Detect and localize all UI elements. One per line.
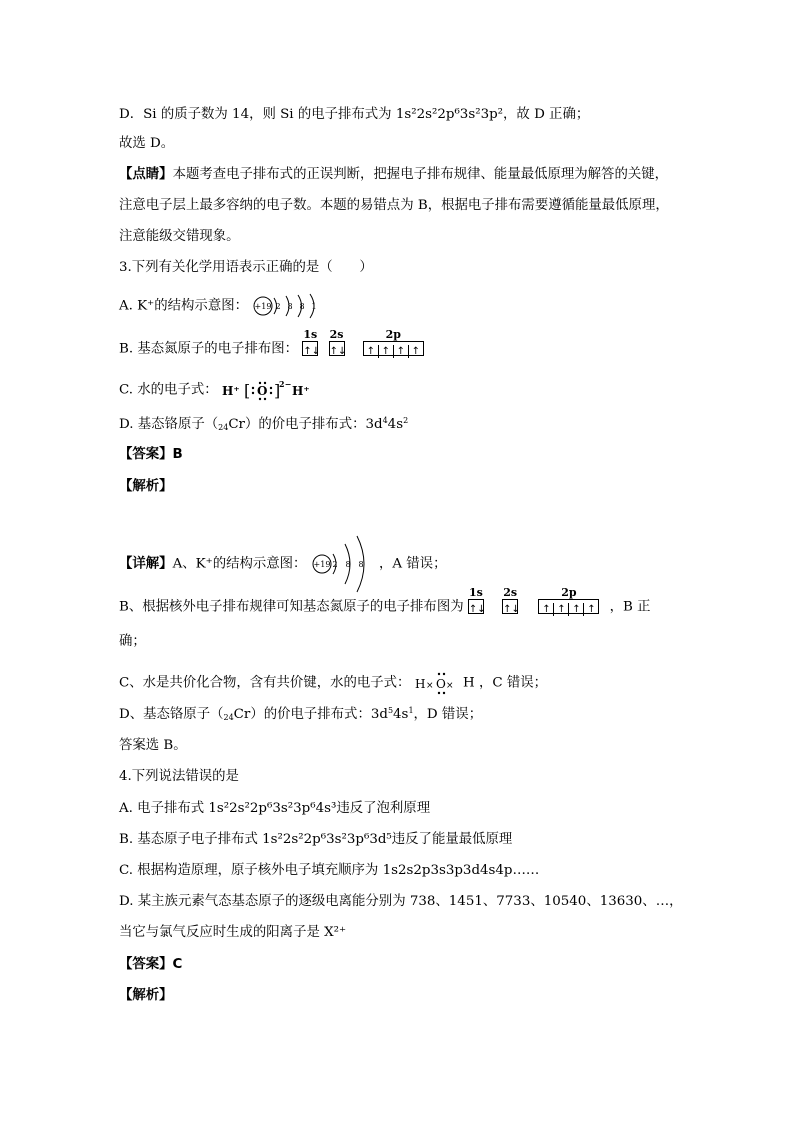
tip-line-1 (119, 166, 668, 184)
subscript: 24 (218, 423, 229, 432)
water-ionic-formula-wrong (222, 378, 314, 402)
electron-dot (264, 382, 266, 384)
text: D. 基态铬原子（ (119, 417, 219, 432)
orbital-2p (363, 328, 424, 358)
electron-dot (443, 673, 445, 675)
shell-count: 8 (345, 560, 351, 569)
orbital-cell: ↑ (364, 345, 379, 358)
orbital-label: 2p (385, 328, 402, 341)
q3-analysis-label: 【解析】 (119, 479, 173, 494)
q4-option-b: B. 基态原子电子排布式 1s²2s²2p⁶3s²3p⁶3d⁵违反了能量最低原理 (119, 832, 513, 847)
q3-option-a (119, 292, 324, 320)
electron-dot (259, 382, 261, 384)
electron-dot (270, 392, 272, 394)
bracket-right: ] (273, 381, 281, 400)
detail-d-line (119, 706, 482, 724)
q4-answer: 【答案】C (119, 957, 183, 972)
orbital-cell: ↑ (587, 604, 596, 615)
electron-dot (259, 398, 261, 400)
orbital-cell: ↑ (554, 603, 569, 616)
electron-dot (252, 387, 254, 389)
q3-option-b-text: B. 基态氮原子的电子排布图： (119, 341, 299, 357)
orbital-2s (502, 586, 520, 616)
detail-c-verdict: ，C 错误； (478, 675, 548, 691)
orbital-1s (302, 328, 321, 358)
shell-count: 8 (299, 302, 305, 311)
superscript: 1 (408, 706, 414, 715)
orbital-2p (538, 586, 599, 616)
h-plus-right: H⁺ (291, 384, 310, 398)
orbital-cell: ↑ (394, 345, 409, 358)
orbital-label: 2p (561, 586, 577, 599)
h-symbol-left: H (414, 677, 426, 691)
superscript: 5 (387, 706, 394, 715)
detail-c-text: C、水是共价化合物，含有共价键，水的电子式： (119, 675, 411, 691)
water-electron-formula (415, 671, 459, 695)
q3-option-c-text: C. 水的电子式： (119, 382, 218, 398)
text: Cr）的价电子排布式：3d (228, 417, 383, 432)
tip-line-3: 注意能级交错现象。 (119, 229, 240, 244)
shared-pair-mark: × (425, 681, 434, 691)
k-ion-structure-diagram (252, 292, 324, 320)
orbital-cell: ↑↓ (329, 346, 347, 357)
electron-dot (443, 692, 445, 694)
orbital-cell: ↑↓ (303, 346, 321, 357)
answer-b-line: 答案选 B。 (119, 738, 187, 753)
orbital-cell: ↑ (411, 346, 421, 357)
q3-option-a-text: A. K⁺的结构示意图： (119, 298, 248, 314)
detail-a-text: A、K⁺的结构示意图： (172, 556, 307, 572)
k-ion-correct-diagram (311, 534, 375, 594)
text: ，D 错误； (413, 707, 483, 722)
electron-dot (438, 692, 440, 694)
superscript: 4 (382, 416, 388, 425)
orbital-cell: ↑ (569, 603, 584, 616)
detail-c-line (119, 671, 547, 695)
tip-text: 本题考查电子排布式的正误判断，把握电子排布规律、能量最低原理为解答的关键， (172, 167, 669, 182)
question-4-title: 4.下列说法错误的是 (119, 769, 239, 784)
text: D、基态铬原子（ (119, 707, 224, 722)
nucleus-label: +19 (313, 560, 331, 569)
q4-option-c: C. 根据构造原理，原子核外电子填充顺序为 1s2s2p3s3p3d4s4p…… (119, 863, 540, 878)
q3-option-c (119, 378, 314, 402)
h-plus-left: H⁺ (221, 384, 240, 398)
tip-label: 【点睛】 (119, 167, 173, 182)
detail-b-line-2: 确； (119, 634, 146, 649)
orbital-label: 1s (468, 586, 483, 599)
charge-label: 2− (278, 379, 292, 389)
orbital-label: 2s (329, 328, 344, 341)
q3-option-d (119, 416, 408, 434)
orbital-cell: ↑ (539, 603, 554, 616)
subscript: 24 (223, 713, 234, 722)
detail-a-line (119, 534, 446, 594)
detail-a-verdict: ，A 错误； (378, 556, 447, 572)
orbital-cell: ↑↓ (468, 604, 486, 615)
oxygen-symbol: O (435, 677, 446, 691)
q3-answer: 【答案】B (119, 447, 183, 462)
detail-b-verdict: ，B 正 (609, 599, 651, 615)
electron-dot (264, 398, 266, 400)
oxygen-symbol: O (256, 384, 268, 398)
detail-label: 【详解】 (119, 556, 173, 572)
shell-count: 8 (358, 560, 364, 569)
answer-line: 故选 D。 (119, 136, 175, 151)
shell-count: 8 (287, 302, 293, 311)
shell-count: 2 (275, 302, 281, 311)
shell-count: 2 (332, 560, 338, 569)
text: Cr）的价电子排布式：3d (233, 707, 388, 722)
orbital-label: 1s (303, 328, 318, 341)
q3-option-b (119, 328, 430, 359)
orbital-2s (329, 328, 347, 358)
shared-pair-mark: × (445, 681, 454, 691)
q4-analysis-label: 【解析】 (119, 988, 173, 1003)
option-d-line: D．Si 的质子数为 14，则 Si 的电子排布式为 1s²2s²2p⁶3s²3p²，故 D 正确； (119, 107, 590, 122)
superscript: 2 (403, 416, 409, 425)
text: 4s (387, 417, 404, 432)
orbital-cell: ↑↓ (503, 604, 520, 615)
detail-b-text: B、根据核外电子排布规律可知基态氮原子的电子排布图为 (119, 599, 464, 615)
electron-dot (438, 673, 440, 675)
text: 4s (393, 707, 409, 722)
q4-option-d: D. 某主族元素气态基态原子的逐级电离能分别为 738、1451、7733、10540、13630、…， (119, 894, 683, 909)
nucleus-label: +19 (254, 302, 272, 311)
orbital-cell: ↑ (379, 345, 394, 358)
orbital-label: 2s (503, 586, 518, 599)
electron-dot (270, 387, 272, 389)
orbital-1s (468, 586, 486, 616)
question-3-title: 3.下列有关化学用语表示正确的是（ ） (119, 260, 373, 275)
q4-option-a: A. 电子排布式 1s²2s²2p⁶3s²3p⁶4s³违反了泡利原理 (119, 801, 431, 816)
bracket-left: [ (243, 381, 251, 400)
q4-option-d-cont: 当它与氯气反应时生成的阳离子是 X²⁺ (119, 925, 347, 940)
shell-count: 1 (311, 302, 317, 311)
h-symbol-right: H (462, 675, 475, 691)
tip-line-2: 注意电子层上最多容纳的电子数。本题的易错点为 B，根据电子排布需要遵循能量最低原理， (119, 198, 669, 213)
detail-b-line (119, 586, 651, 617)
electron-dot (252, 392, 254, 394)
